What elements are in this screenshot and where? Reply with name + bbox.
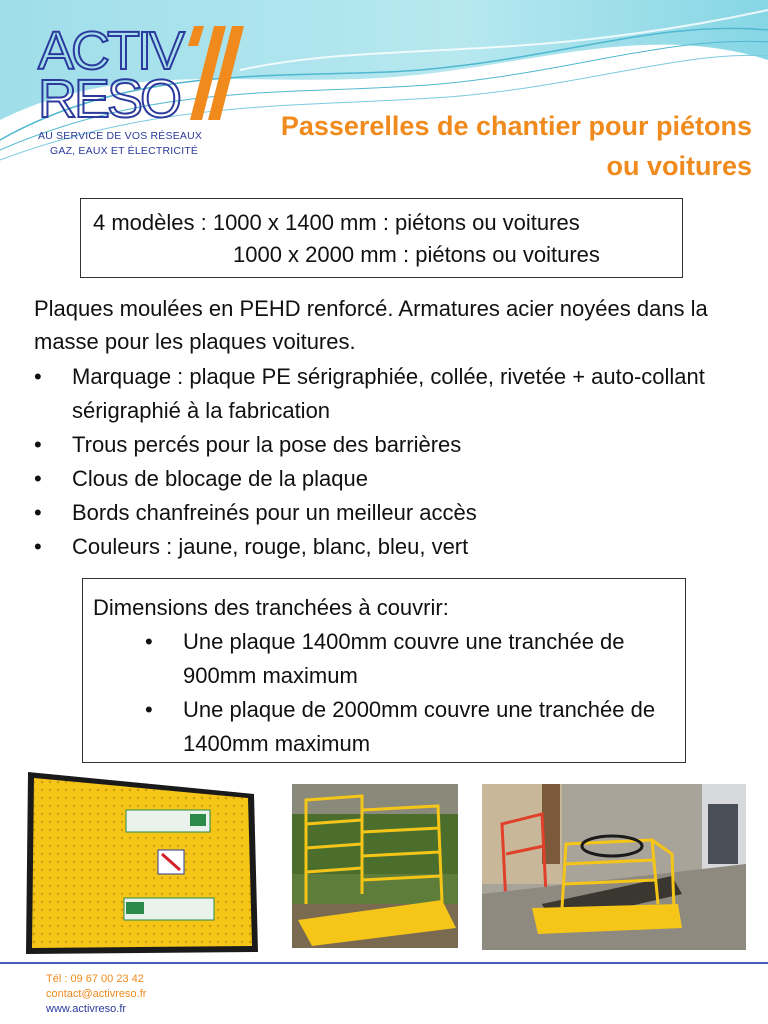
bullet-icon: • xyxy=(145,697,153,722)
footer-email-link[interactable]: contact@activreso.fr xyxy=(46,988,147,1000)
page-title-line2: ou voitures xyxy=(606,151,752,181)
models-line2: 1000 x 2000 mm : piétons ou voitures xyxy=(233,242,600,267)
list-item: • Marquage : plaque PE sérigraphiée, collée, rivetée + auto-collant sérigraphié à la fabrication xyxy=(34,360,744,428)
dimensions-heading: Dimensions des tranchées à couvrir: xyxy=(93,595,449,620)
company-logo xyxy=(36,21,246,164)
logo-tagline-2: GAZ, EAUX ET ÉLECTRICITÉ xyxy=(50,145,199,157)
list-item: • Une plaque 1400mm couvre une tranchée de 900mm maximum xyxy=(93,625,675,693)
bullet-icon: • xyxy=(34,432,42,457)
trench-gangway-photo xyxy=(482,784,746,950)
footer-phone: Tél : 09 67 00 23 42 xyxy=(46,973,144,985)
logo-name-line2: RESO xyxy=(38,69,180,129)
dimensions-box xyxy=(82,578,686,763)
logo-name-line1: ACTIV xyxy=(38,21,183,81)
bullet-icon: • xyxy=(145,629,153,654)
bullet-icon: • xyxy=(34,364,42,389)
list-item: • Couleurs : jaune, rouge, blanc, bleu, vert xyxy=(34,530,744,564)
list-item: • Une plaque de 2000mm couvre une tranchée de 1400mm maximum xyxy=(93,693,675,761)
footer-divider xyxy=(0,962,768,964)
feature-list xyxy=(34,360,744,564)
pedestrian-gangway-photo xyxy=(292,784,458,948)
list-item: • Trous percés pour la pose des barrières xyxy=(34,428,744,462)
logo-tagline-1: AU SERVICE DE VOS RÉSEAUX xyxy=(38,130,203,142)
dimensions-list xyxy=(93,625,675,761)
plate-photo xyxy=(22,770,260,956)
footer-contact xyxy=(46,972,146,1017)
page-title-line1: Passerelles de chantier pour piétons xyxy=(280,111,752,141)
bullet-icon: • xyxy=(34,534,42,559)
list-item: • Bords chanfreinés pour un meilleur accès xyxy=(34,496,744,530)
bullet-icon: • xyxy=(34,500,42,525)
bullet-icon: • xyxy=(34,466,42,491)
models-box xyxy=(80,198,683,278)
footer-website-link[interactable]: www.activreso.fr xyxy=(46,1003,127,1015)
list-item: • Clous de blocage de la plaque xyxy=(34,462,744,496)
page-title xyxy=(232,106,752,186)
intro-paragraph: Plaques moulées en PEHD renforcé. Armatures acier noyées dans la masse pour les plaques voitures. xyxy=(34,296,708,354)
models-line1: 4 modèles : 1000 x 1400 mm : piétons ou voitures xyxy=(93,210,580,235)
